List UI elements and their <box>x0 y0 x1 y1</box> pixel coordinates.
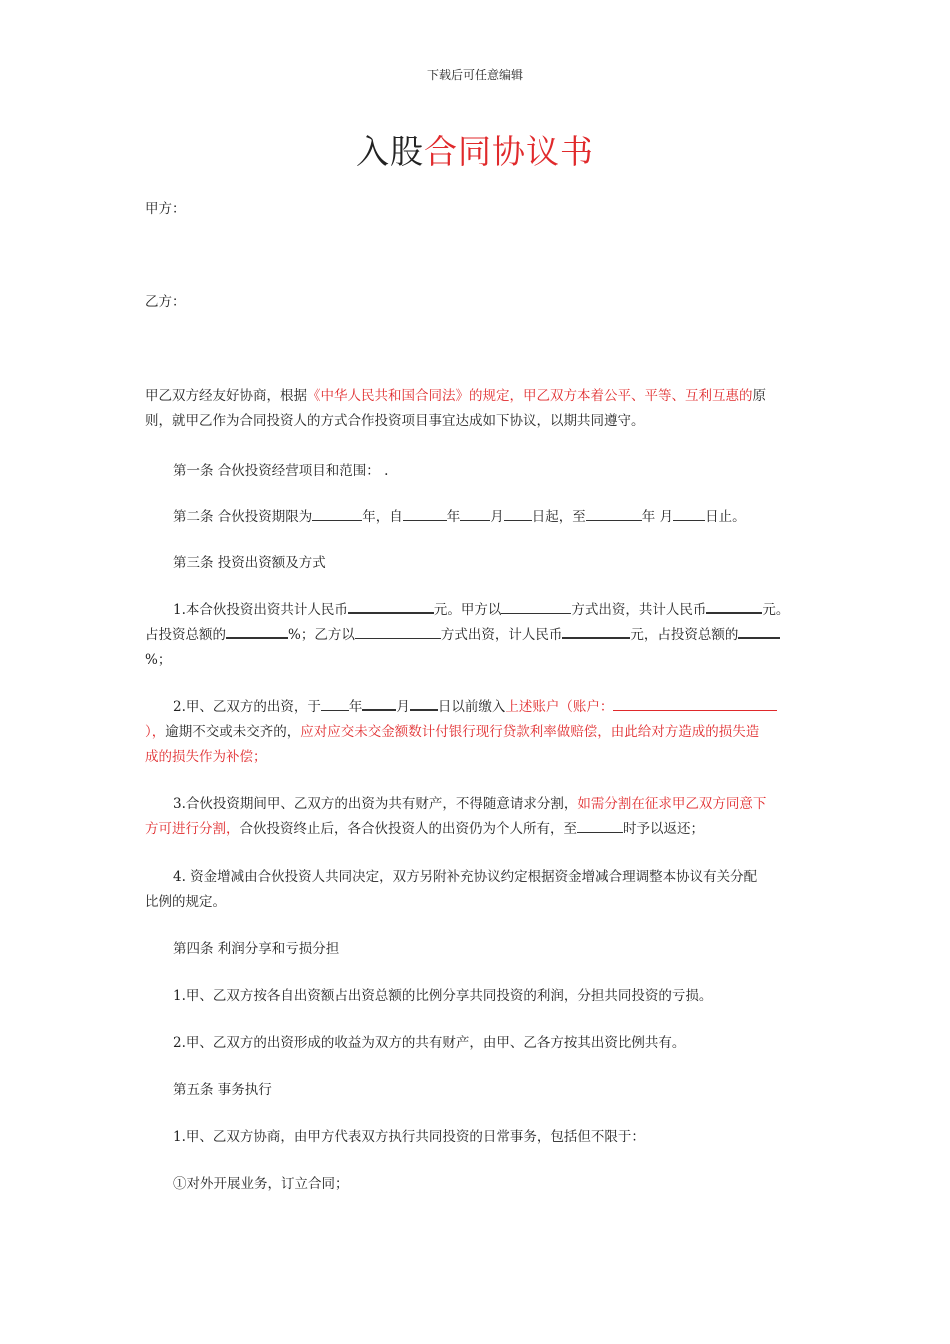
blank-line <box>504 519 532 521</box>
blank-line <box>562 636 630 639</box>
party-a-label: 甲方： <box>145 201 186 217</box>
a3-p3-line-1 <box>173 792 813 817</box>
blank-line <box>355 637 441 639</box>
text: 方式出资，共计人民币 <box>571 602 707 618</box>
text: 日以前缴入 <box>437 699 506 715</box>
article-5-heading: 第五条 事务执行 <box>173 1082 272 1098</box>
document-title <box>0 126 950 173</box>
intro-line-1 <box>145 384 813 409</box>
page-header: 下载后可任意编辑 <box>426 68 523 82</box>
text: 元，占投资总额的 <box>630 627 739 643</box>
a3-p4-line-1: 4. 资金增减由合伙投资人共同决定，双方另附补充协议约定根据资金增减合理调整本协议有关分配 <box>173 869 758 885</box>
blank-line <box>321 709 349 711</box>
article-4-heading: 第四条 利润分享和亏损分担 <box>173 941 340 957</box>
text: 元。 <box>762 602 790 618</box>
highlight-text: ）， <box>145 724 166 740</box>
a3-p2-line-1 <box>173 695 813 720</box>
blank-line <box>738 636 780 639</box>
blank-line <box>577 831 623 833</box>
intro-line-2: 则，就甲乙作为合同投资人的方式合作投资项目事宜达成如下协议，以期共同遵守。 <box>145 413 645 429</box>
text: 日起，至 <box>531 509 586 525</box>
text: 逾期不交或未交齐的， <box>165 724 301 740</box>
highlight-text: 如需分割在征求甲乙双方同意下 <box>577 796 767 812</box>
text: 日止。 <box>705 509 746 525</box>
text: 1.本合伙投资出资共计人民币 <box>173 602 348 618</box>
blank-line <box>706 611 762 614</box>
blank-line <box>673 519 705 521</box>
text: 占投资总额的 <box>145 627 226 643</box>
a3-p1-line-2 <box>145 623 813 648</box>
blank-line <box>613 709 777 711</box>
blank-line <box>586 519 642 521</box>
text: 年，自 <box>362 509 403 525</box>
article-2-line <box>173 505 813 530</box>
blank-line <box>312 519 362 521</box>
text: 合伙投资终止后，各合伙投资人的出资仍为个人所有，至 <box>239 821 577 837</box>
text: 年 <box>348 699 363 715</box>
a4-p1: 1.甲、乙双方按各自出资额占出资总额的比例分享共同投资的利润，分担共同投资的亏损。 <box>173 988 713 1004</box>
a3-p4-line-2: 比例的规定。 <box>145 894 226 910</box>
intro-highlight: 《中华人民共和国合同法》的规定，甲乙双方本着公平、平等、互利互惠的 <box>307 388 753 404</box>
a3-p2-line-2 <box>145 720 813 745</box>
text: %；乙方以 <box>288 627 355 643</box>
a3-p2-line-3: 成的损失作为补偿； <box>145 749 267 765</box>
text: 月 <box>490 509 504 525</box>
article-3-heading: 第三条 投资出资额及方式 <box>173 555 326 571</box>
article-1-heading: 第一条 合伙投资经营项目和范围： . <box>173 463 389 479</box>
a3-p1-line-3: %； <box>145 652 172 668</box>
text: 月 <box>396 699 410 715</box>
blank-line <box>501 612 571 614</box>
intro-text: 甲乙双方经友好协商，根据 <box>145 388 307 404</box>
a5-item-1: ①对外开展业务，订立合同； <box>173 1176 349 1192</box>
text: 第二条 合伙投资期限为 <box>173 509 313 525</box>
blank-line <box>410 708 438 711</box>
highlight-text: 上述账户（账户： <box>505 699 614 715</box>
title-part-2: 合同协议书 <box>424 132 594 171</box>
blank-line <box>362 708 396 711</box>
text: 方式出资，计人民币 <box>440 627 563 643</box>
a5-p1: 1.甲、乙双方协商，由甲方代表双方执行共同投资的日常事务，包括但不限于： <box>173 1129 645 1145</box>
text: 3.合伙投资期间甲、乙双方的出资为共有财产，不得随意请求分割， <box>173 796 578 812</box>
a4-p2: 2.甲、乙双方的出资形成的收益为双方的共有财产，由甲、乙各方按其出资比例共有。 <box>173 1035 686 1051</box>
party-b-label: 乙方： <box>145 294 186 310</box>
text: 年 月 <box>641 509 674 525</box>
text: 2.甲、乙双方的出资，于 <box>173 699 321 715</box>
blank-line <box>226 636 288 639</box>
highlight-text: 应对应交未交金额数计付银行现行贷款利率做赔偿，由此给对方造成的损失造 <box>300 724 760 740</box>
highlight-text: 方可进行分割， <box>145 821 240 837</box>
blank-line <box>348 611 434 614</box>
text: 元。甲方以 <box>433 602 502 618</box>
a3-p3-line-2 <box>145 817 813 842</box>
a3-p1-line-1 <box>173 598 813 623</box>
title-part-1: 入股 <box>356 132 424 171</box>
blank-line <box>403 519 447 521</box>
text: 年 <box>446 509 461 525</box>
intro-text: 原 <box>752 388 766 404</box>
blank-line <box>460 519 490 521</box>
text: 时予以返还； <box>623 821 704 837</box>
